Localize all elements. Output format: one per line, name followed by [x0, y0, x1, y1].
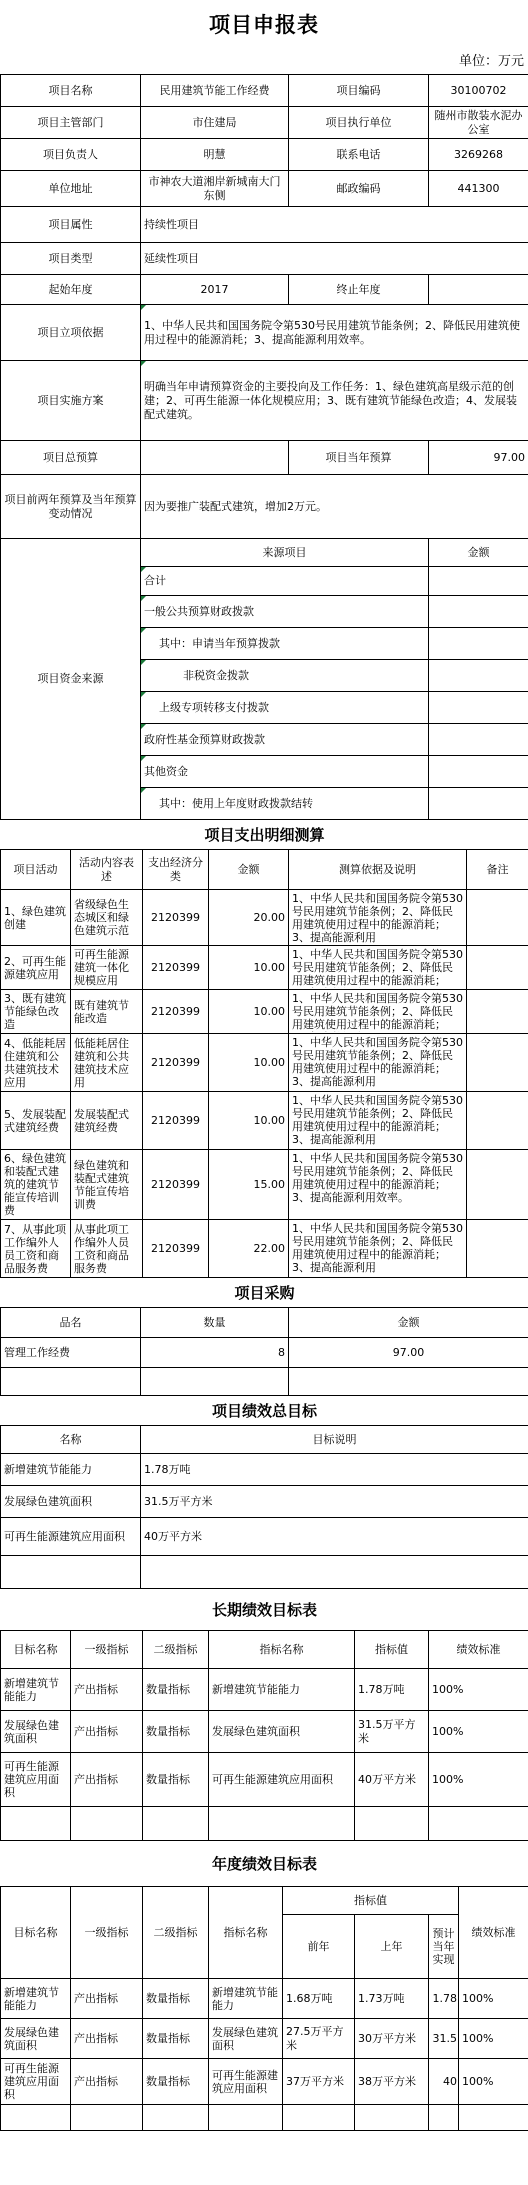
annual-header: 前年 [283, 1915, 355, 1979]
expense-activity: 3、既有建筑节能绿色改造 [1, 990, 71, 1034]
long-term-header: 绩效标准 [429, 1631, 528, 1669]
annual-table [0, 1840, 528, 2131]
expense-code: 2120399 [143, 990, 209, 1034]
expense-note [467, 990, 528, 1034]
annual-header: 指标值 [283, 1887, 459, 1915]
annual-y3: 1.78 [429, 1979, 459, 2019]
funding-amount [429, 628, 528, 660]
long-term-title: 长期绩效目标表 [1, 1589, 528, 1631]
table-row [1, 1092, 528, 1150]
annual-l1: 产出指标 [71, 2059, 143, 2105]
expense-header: 支出经济分类 [143, 850, 209, 890]
annual-l2: 数量指标 [143, 2019, 209, 2059]
overall-goal-desc: 40万平方米 [141, 1518, 528, 1556]
phone-value: 3269268 [429, 139, 528, 171]
expense-code: 2120399 [143, 1034, 209, 1092]
annual-header: 绩效标准 [459, 1887, 528, 1979]
long-term-header: 指标名称 [209, 1631, 355, 1669]
annual-l1: 产出指标 [71, 1979, 143, 2019]
table-row [1, 1338, 528, 1368]
expense-amount: 20.00 [209, 890, 289, 946]
expense-content: 发展装配式建筑经费 [71, 1092, 143, 1150]
expense-code: 2120399 [143, 890, 209, 946]
funding-row: 上级专项转移支付拨款 [141, 692, 429, 724]
page-title: 项目申报表 [209, 13, 319, 37]
annual-y2: 30万平方米 [355, 2019, 429, 2059]
overall-goal-desc: 1.78万吨 [141, 1454, 528, 1486]
funding-amount [429, 788, 528, 820]
project-code-label: 项目编码 [289, 75, 429, 107]
funding-row: 政府性基金预算财政拨款 [141, 724, 429, 756]
procurement-header: 金额 [289, 1308, 528, 1338]
table-row [1, 1150, 528, 1220]
annual-goal: 发展绿色建筑面积 [1, 2019, 71, 2059]
long-term-l2: 数量指标 [143, 1669, 209, 1711]
basis-label: 项目立项依据 [1, 305, 141, 361]
funding-amount [429, 756, 528, 788]
project-name-label: 项目名称 [1, 75, 141, 107]
long-term-header: 指标值 [355, 1631, 429, 1669]
long-term-goal: 新增建筑节能能力 [1, 1669, 71, 1711]
table-row [1, 1034, 528, 1092]
long-term-l1: 产出指标 [71, 1753, 143, 1807]
funding-row: 其他资金 [141, 756, 429, 788]
expense-note [467, 1220, 528, 1278]
attr-value: 持续性项目 [141, 207, 528, 243]
expense-basis: 1、中华人民共和国国务院令第530号民用建筑节能条例；2、降低民用建筑使用过程中的能源消耗； [292, 947, 463, 987]
annual-y3: 31.5 [429, 2019, 459, 2059]
expense-header: 活动内容表述 [71, 850, 143, 890]
long-term-l2: 数量指标 [143, 1753, 209, 1807]
exec-unit-value: 随州市散装水泥办公室 [429, 107, 528, 139]
expense-note [467, 1034, 528, 1092]
type-value: 延续性项目 [141, 243, 528, 275]
total-budget-value [141, 441, 289, 475]
attr-label: 项目属性 [1, 207, 141, 243]
long-term-l1: 产出指标 [71, 1711, 143, 1753]
annual-y2: 1.73万吨 [355, 1979, 429, 2019]
phone-label: 联系电话 [289, 139, 429, 171]
funding-amount [429, 596, 528, 628]
annual-std: 100% [459, 1979, 528, 2019]
long-term-goal: 可再生能源建筑应用面积 [1, 1753, 71, 1807]
expense-amount: 10.00 [209, 946, 289, 990]
expense-amount: 10.00 [209, 1034, 289, 1092]
overall-goal-name: 新增建筑节能能力 [1, 1454, 141, 1486]
annual-y1: 1.68万吨 [283, 1979, 355, 2019]
expense-amount: 15.00 [209, 1150, 289, 1220]
funding-label: 项目资金来源 [1, 539, 141, 820]
overall-goal-desc: 31.5万平方米 [141, 1486, 528, 1518]
expense-content: 绿色建筑和装配式建筑节能宣传培训费 [71, 1150, 143, 1220]
address-label: 单位地址 [1, 171, 141, 207]
long-term-std: 100% [429, 1711, 528, 1753]
funding-amount [429, 660, 528, 692]
expense-code: 2120399 [143, 1092, 209, 1150]
funding-amount [429, 567, 528, 596]
annual-y1: 37万平方米 [283, 2059, 355, 2105]
expense-note [467, 1092, 528, 1150]
annual-name: 可再生能源建筑应用面积 [209, 2059, 283, 2105]
overall-goal-name: 发展绿色建筑面积 [1, 1486, 141, 1518]
expense-basis: 1、中华人民共和国国务院令第530号民用建筑节能条例；2、降低民用建筑使用过程中的能源消耗；3、提高能源利用 [292, 1035, 463, 1088]
expense-basis: 1、中华人民共和国国务院令第530号民用建筑节能条例；2、降低民用建筑使用过程中的能源消耗；3、提高能源利用 [292, 1221, 463, 1274]
start-year-label: 起始年度 [1, 275, 141, 305]
annual-title: 年度绩效目标表 [1, 1841, 528, 1887]
long-term-std: 100% [429, 1669, 528, 1711]
funding-row: 非税资金拨款 [141, 660, 429, 692]
expense-note [467, 1150, 528, 1220]
table-row [1, 2019, 528, 2059]
expense-code: 2120399 [143, 1220, 209, 1278]
funding-table [0, 538, 528, 820]
expense-basis: 1、中华人民共和国国务院令第530号民用建筑节能条例；2、降低民用建筑使用过程中的能源消耗；3、提高能源利用效率。 [292, 1151, 463, 1204]
annual-name: 发展绿色建筑面积 [209, 2019, 283, 2059]
overall-goal-name: 可再生能源建筑应用面积 [1, 1518, 141, 1556]
project-info-table [0, 74, 528, 539]
annual-header: 目标名称 [1, 1887, 71, 1979]
long-term-value: 31.5万平方米 [355, 1711, 429, 1753]
expense-header: 测算依据及说明 [289, 850, 467, 890]
procurement-amount: 97.00 [289, 1338, 528, 1368]
annual-goal: 可再生能源建筑应用面积 [1, 2059, 71, 2105]
table-row [1, 890, 528, 946]
postcode-value: 441300 [429, 171, 528, 207]
table-row [1, 1669, 528, 1711]
project-code-value: 30100702 [429, 75, 528, 107]
table-row [1, 946, 528, 990]
long-term-header: 目标名称 [1, 1631, 71, 1669]
leader-value: 明慧 [141, 139, 289, 171]
unit-label: 单位：万元 [458, 54, 524, 69]
overall-goal-header: 名称 [1, 1426, 141, 1454]
expense-header: 备注 [467, 850, 528, 890]
dept-value: 市住建局 [141, 107, 289, 139]
funding-amount-header: 金额 [429, 539, 528, 567]
expense-basis: 1、中华人民共和国国务院令第530号民用建筑节能条例；2、降低民用建筑使用过程中的能源消耗；3、提高能源利用 [292, 891, 463, 944]
table-row [1, 1753, 528, 1807]
table-row [1, 1220, 528, 1278]
procurement-name: 管理工作经费 [1, 1338, 141, 1368]
leader-label: 项目负责人 [1, 139, 141, 171]
long-term-value: 1.78万吨 [355, 1669, 429, 1711]
start-year-value: 2017 [141, 275, 289, 305]
overall-goal-header: 目标说明 [141, 1426, 528, 1454]
expense-content: 省级绿色生态城区和绿色建筑示范 [71, 890, 143, 946]
table-row [1, 1454, 528, 1486]
expense-note [467, 890, 528, 946]
expense-activity: 1、绿色建筑创建 [1, 890, 71, 946]
expense-amount: 10.00 [209, 990, 289, 1034]
annual-header: 一级指标 [71, 1887, 143, 1979]
expense-content: 从事此项工作编外人员工资和商品服务费 [71, 1220, 143, 1278]
expense-activity: 6、绿色建筑和装配式建筑的建筑节能宣传培训费 [1, 1150, 71, 1220]
expense-activity: 7、从事此项工作编外人员工资和商品服务费 [1, 1220, 71, 1278]
table-row [1, 2059, 528, 2105]
procurement-table [0, 1277, 528, 1396]
expense-content: 低能耗居住建筑和公共建筑技术应用 [71, 1034, 143, 1092]
procurement-title: 项目采购 [1, 1278, 528, 1308]
expense-content: 可再生能源建筑一体化规模应用 [71, 946, 143, 990]
change-value: 因为要推广装配式建筑，增加2万元。 [141, 475, 528, 539]
annual-goal: 新增建筑节能能力 [1, 1979, 71, 2019]
expense-code: 2120399 [143, 1150, 209, 1220]
expense-activity: 4、低能耗居住建筑和公共建筑技术应用 [1, 1034, 71, 1092]
annual-y2: 38万平方米 [355, 2059, 429, 2105]
procurement-qty: 8 [141, 1338, 289, 1368]
funding-row: 合计 [141, 567, 429, 596]
long-term-goal: 发展绿色建筑面积 [1, 1711, 71, 1753]
expense-code: 2120399 [143, 946, 209, 990]
table-row [1, 990, 528, 1034]
annual-name: 新增建筑节能能力 [209, 1979, 283, 2019]
long-term-l1: 产出指标 [71, 1669, 143, 1711]
funding-row: 其中：使用上年度财政拨款结转 [141, 788, 429, 820]
expense-basis: 1、中华人民共和国国务院令第530号民用建筑节能条例；2、降低民用建筑使用过程中的能源消耗；3、提高能源利用 [292, 1093, 463, 1146]
procurement-header: 数量 [141, 1308, 289, 1338]
long-term-header: 一级指标 [71, 1631, 143, 1669]
procurement-header: 品名 [1, 1308, 141, 1338]
long-term-name: 新增建筑节能能力 [209, 1669, 355, 1711]
end-year-value [429, 275, 528, 305]
plan-value: 明确当年申请预算资金的主要投向及工作任务：1、绿色建筑高星级示范的创建；2、可再生能源一体化规模应用；3、既有建筑节能绿色改造；4、发展装配式建筑。 [141, 361, 528, 441]
exec-unit-label: 项目执行单位 [289, 107, 429, 139]
funding-row: 其中：申请当年预算拨款 [141, 628, 429, 660]
change-label: 项目前两年预算及当年预算变动情况 [1, 475, 141, 539]
type-label: 项目类型 [1, 243, 141, 275]
basis-value: 1、中华人民共和国国务院令第530号民用建筑节能条例；2、降低民用建筑使用过程中的能源消耗；3、提高能源利用效率。 [141, 305, 528, 361]
table-row [1, 1979, 528, 2019]
annual-l2: 数量指标 [143, 2059, 209, 2105]
total-budget-label: 项目总预算 [1, 441, 141, 475]
year-budget-label: 项目当年预算 [289, 441, 429, 475]
expense-note [467, 946, 528, 990]
funding-amount [429, 692, 528, 724]
annual-std: 100% [459, 2059, 528, 2105]
expense-amount: 10.00 [209, 1092, 289, 1150]
expense-header: 项目活动 [1, 850, 71, 890]
table-row [1, 1486, 528, 1518]
funding-source-header: 来源项目 [141, 539, 429, 567]
expense-activity: 2、可再生能源建筑应用 [1, 946, 71, 990]
table-row [1, 1711, 528, 1753]
annual-l1: 产出指标 [71, 2019, 143, 2059]
expense-content: 既有建筑节能改造 [71, 990, 143, 1034]
annual-header: 指标名称 [209, 1887, 283, 1979]
long-term-name: 发展绿色建筑面积 [209, 1711, 355, 1753]
year-budget-value: 97.00 [429, 441, 528, 475]
expense-amount: 22.00 [209, 1220, 289, 1278]
annual-l2: 数量指标 [143, 1979, 209, 2019]
annual-header: 预计当年实现 [429, 1915, 459, 1979]
annual-y1: 27.5万平方米 [283, 2019, 355, 2059]
dept-label: 项目主管部门 [1, 107, 141, 139]
overall-goal-title: 项目绩效总目标 [1, 1396, 528, 1426]
project-name-value: 民用建筑节能工作经费 [141, 75, 289, 107]
expense-table [0, 819, 528, 1278]
annual-std: 100% [459, 2019, 528, 2059]
funding-row: 一般公共预算财政拨款 [141, 596, 429, 628]
expense-header: 金额 [209, 850, 289, 890]
address-value: 市神农大道湘岸新城南大门东侧 [141, 171, 289, 207]
end-year-label: 终止年度 [289, 275, 429, 305]
plan-label: 项目实施方案 [1, 361, 141, 441]
long-term-name: 可再生能源建筑应用面积 [209, 1753, 355, 1807]
long-term-l2: 数量指标 [143, 1711, 209, 1753]
expense-activity: 5、发展装配式建筑经费 [1, 1092, 71, 1150]
annual-y3: 40 [429, 2059, 459, 2105]
annual-header: 上年 [355, 1915, 429, 1979]
table-row [1, 1518, 528, 1556]
long-term-header: 二级指标 [143, 1631, 209, 1669]
expense-basis: 1、中华人民共和国国务院令第530号民用建筑节能条例；2、降低民用建筑使用过程中的能源消耗； [292, 991, 463, 1031]
overall-goal-table [0, 1395, 528, 1589]
funding-amount [429, 724, 528, 756]
long-term-std: 100% [429, 1753, 528, 1807]
annual-header: 二级指标 [143, 1887, 209, 1979]
long-term-value: 40万平方米 [355, 1753, 429, 1807]
postcode-label: 邮政编码 [289, 171, 429, 207]
expense-title: 项目支出明细测算 [1, 820, 528, 850]
long-term-table [0, 1588, 528, 1841]
